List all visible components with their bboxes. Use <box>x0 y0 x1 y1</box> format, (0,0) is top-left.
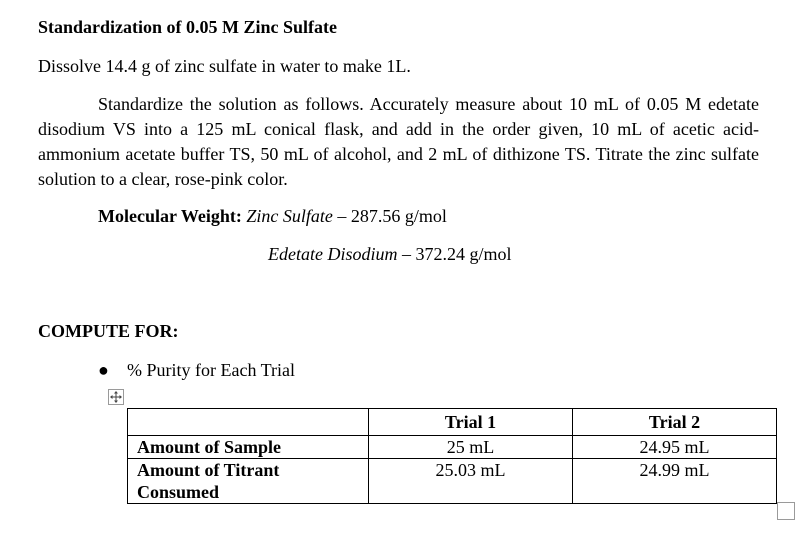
table-row-label[interactable]: Amount of Titrant Consumed <box>128 459 369 504</box>
resize-square-icon[interactable] <box>777 502 795 520</box>
molecular-weight-line-2 <box>268 243 512 265</box>
document-title: Standardization of 0.05 M Zinc Sulfate <box>38 17 338 37</box>
table-header-cell[interactable]: Trial 2 <box>573 409 777 436</box>
table-cell[interactable]: 24.99 mL <box>573 459 777 504</box>
compound-weight-edetate-disodium: – 372.24 g/mol <box>401 244 512 264</box>
compound-name-zinc-sulfate: Zinc Sulfate <box>246 206 333 226</box>
bullet-text: % Purity for Each Trial <box>127 360 295 380</box>
molecular-weight-line-1 <box>98 205 447 227</box>
data-table <box>127 408 777 504</box>
table-row-label[interactable]: Amount of Sample <box>128 436 369 459</box>
compound-name-edetate-disodium: Edetate Disodium <box>268 244 398 264</box>
table-header-row <box>128 409 777 436</box>
move-arrows-graphic <box>109 390 123 404</box>
table-row <box>128 436 777 459</box>
table-cell[interactable]: 25 mL <box>369 436 573 459</box>
molecular-weight-label: Molecular Weight: <box>98 206 242 226</box>
paragraph-standardize: Standardize the solution as follows. Accurately measure about 10 mL of 0.05 M edetate disodium VS into a 125 mL conical flask, and add in the order given, 10 mL of acetic acid-ammonium acetate buffer TS, 50 mL of alcohol, and 2 mL of dithizone TS. Titrate the zinc sulfate solution to a clear, rose-pink color. <box>38 94 759 189</box>
move-arrows-icon[interactable] <box>108 389 124 405</box>
table-row <box>128 459 777 504</box>
paragraph-dissolve: Dissolve 14.4 g of zinc sulfate in water to make 1L. <box>38 56 411 76</box>
bullet-dot-icon: ● <box>98 360 109 380</box>
compound-weight-zinc-sulfate: – 287.56 g/mol <box>337 206 447 226</box>
table-header-cell[interactable] <box>128 409 369 436</box>
compute-heading: COMPUTE FOR: <box>38 321 179 341</box>
table-cell[interactable]: 24.95 mL <box>573 436 777 459</box>
table-header-cell[interactable]: Trial 1 <box>369 409 573 436</box>
table-cell[interactable]: 25.03 mL <box>369 459 573 504</box>
